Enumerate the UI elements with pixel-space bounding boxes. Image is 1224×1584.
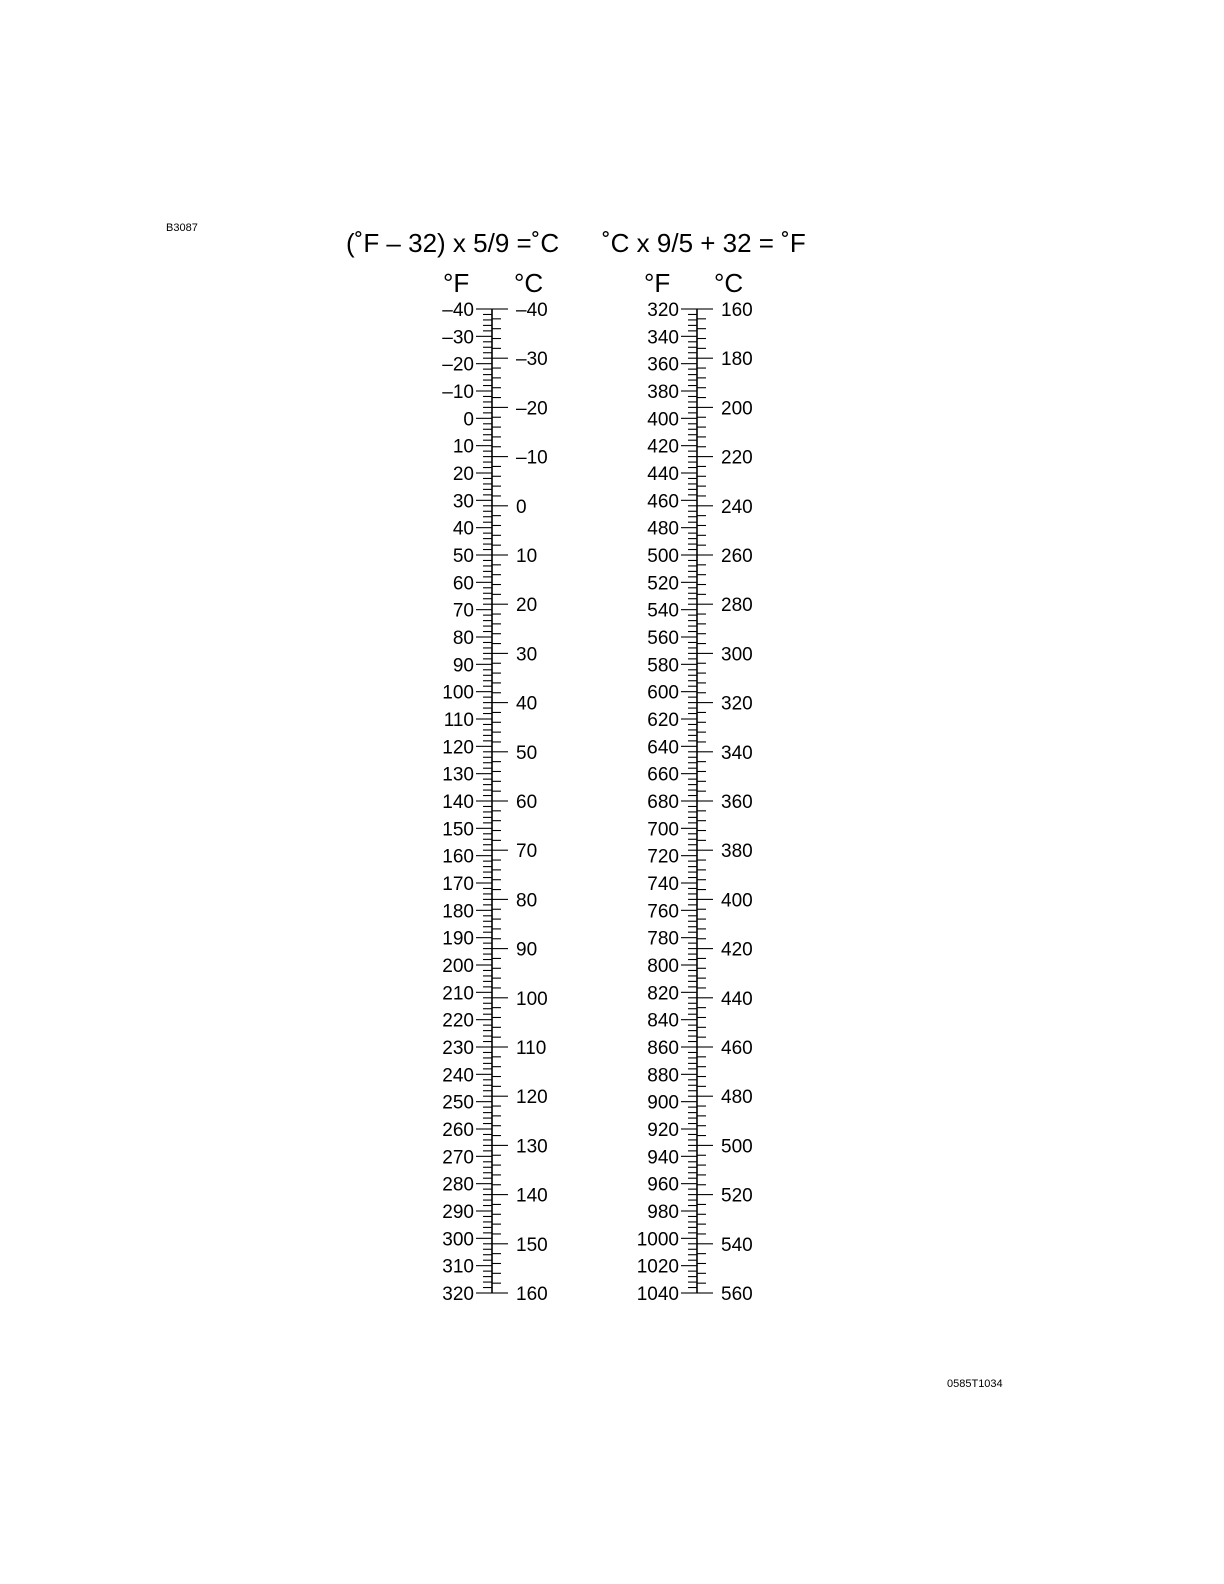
fahrenheit-label: 140 (442, 792, 474, 813)
celsius-label: 380 (721, 841, 753, 863)
celsius-label: 200 (721, 398, 753, 420)
celsius-label: 80 (516, 890, 538, 912)
fahrenheit-label: 460 (647, 491, 679, 513)
celsius-label: 180 (721, 349, 753, 371)
fahrenheit-label: 700 (647, 819, 679, 841)
document-id: 0585T1034 (947, 1378, 1003, 1390)
fahrenheit-label: 200 (442, 956, 474, 977)
celsius-label: 30 (516, 644, 538, 666)
celsius-label: 220 (721, 447, 753, 469)
fahrenheit-label: 130 (442, 764, 474, 786)
fahrenheit-label: 20 (452, 464, 474, 485)
fahrenheit-label: 170 (442, 874, 474, 895)
fahrenheit-label: 0 (463, 409, 474, 431)
fahrenheit-label: 10 (452, 436, 474, 458)
fahrenheit-label: 150 (442, 819, 474, 841)
celsius-label: 110 (516, 1038, 547, 1059)
fahrenheit-label: 120 (442, 737, 474, 759)
fahrenheit-label: 70 (452, 600, 474, 622)
fahrenheit-label: 960 (647, 1174, 679, 1196)
fahrenheit-label: 210 (442, 983, 474, 1005)
celsius-label: 100 (516, 988, 548, 1010)
fahrenheit-label: –40 (442, 300, 474, 321)
celsius-label: 480 (721, 1087, 753, 1109)
fahrenheit-label: 160 (442, 846, 474, 868)
celsius-label: –10 (516, 447, 548, 469)
celsius-label: 360 (721, 792, 753, 813)
fahrenheit-label: 190 (442, 928, 474, 950)
fahrenheit-label: 720 (647, 846, 679, 868)
celsius-label: 260 (721, 546, 753, 567)
scale-2-celsius-unit: °C (714, 268, 744, 298)
fahrenheit-label: 1020 (636, 1256, 679, 1278)
fahrenheit-label: 500 (647, 546, 679, 567)
fahrenheit-label: 40 (452, 518, 474, 540)
fahrenheit-label: 360 (647, 354, 679, 376)
celsius-label: 120 (516, 1087, 548, 1109)
celsius-label: 160 (721, 300, 753, 321)
scale-2 (637, 300, 753, 1305)
fahrenheit-label: 320 (647, 300, 679, 321)
fahrenheit-label: 110 (443, 710, 474, 731)
celsius-label: 130 (516, 1136, 548, 1158)
fahrenheit-label: 600 (647, 682, 679, 704)
fahrenheit-label: 230 (442, 1038, 474, 1059)
fahrenheit-label: 1000 (636, 1229, 679, 1251)
fahrenheit-label: 780 (647, 928, 679, 950)
fahrenheit-label: 620 (647, 710, 679, 731)
fahrenheit-label: 60 (452, 573, 474, 595)
celsius-label: 140 (516, 1185, 548, 1207)
celsius-label: 10 (516, 546, 538, 567)
celsius-label: 500 (721, 1136, 753, 1158)
fahrenheit-label: 260 (442, 1120, 474, 1141)
fahrenheit-label: 240 (442, 1065, 474, 1087)
formula-f-to-c: (˚F – 32) x 5/9 =˚C (346, 228, 560, 258)
celsius-label: 160 (516, 1284, 548, 1305)
fahrenheit-label: 400 (647, 409, 679, 431)
celsius-label: 60 (516, 792, 538, 813)
fahrenheit-label: 680 (647, 792, 679, 813)
fahrenheit-label: 310 (442, 1256, 474, 1278)
fahrenheit-label: 180 (442, 901, 474, 923)
celsius-label: 50 (516, 742, 538, 764)
celsius-label: 150 (516, 1234, 548, 1256)
fahrenheit-label: 440 (647, 464, 679, 485)
celsius-label: 300 (721, 644, 753, 666)
fahrenheit-label: 580 (647, 655, 679, 677)
fahrenheit-label: 80 (452, 628, 474, 649)
celsius-label: 400 (721, 890, 753, 912)
formula-c-to-f: ˚C x 9/5 + 32 = ˚F (602, 228, 806, 258)
scale-1 (442, 300, 547, 1305)
fahrenheit-label: –30 (442, 327, 474, 349)
celsius-label: 460 (721, 1038, 753, 1059)
celsius-label: 440 (721, 988, 753, 1010)
fahrenheit-label: 270 (442, 1147, 474, 1169)
celsius-label: 280 (721, 595, 753, 617)
celsius-label: –40 (516, 300, 548, 321)
fahrenheit-label: 940 (647, 1147, 679, 1169)
fahrenheit-label: 1040 (636, 1284, 679, 1305)
celsius-label: –20 (516, 398, 548, 420)
fahrenheit-label: 640 (647, 737, 679, 759)
fahrenheit-label: 250 (442, 1092, 474, 1114)
scale-2-fahrenheit-unit: °F (644, 268, 671, 298)
fahrenheit-label: 980 (647, 1202, 679, 1223)
fahrenheit-label: 880 (647, 1065, 679, 1087)
fahrenheit-label: 380 (647, 382, 679, 403)
fahrenheit-label: 740 (647, 874, 679, 895)
fahrenheit-label: 860 (647, 1038, 679, 1059)
fahrenheit-label: –20 (442, 354, 474, 376)
fahrenheit-label: 50 (452, 546, 474, 567)
fahrenheit-label: 760 (647, 901, 679, 923)
celsius-label: 90 (516, 939, 538, 961)
fahrenheit-label: 100 (442, 682, 474, 704)
celsius-label: 520 (721, 1185, 753, 1207)
celsius-label: 20 (516, 595, 538, 617)
fahrenheit-label: 480 (647, 518, 679, 540)
fahrenheit-label: 800 (647, 956, 679, 977)
celsius-label: 0 (516, 496, 527, 518)
fahrenheit-label: 320 (442, 1284, 474, 1305)
fahrenheit-label: 660 (647, 764, 679, 786)
fahrenheit-label: 280 (442, 1174, 474, 1196)
fahrenheit-label: 540 (647, 600, 679, 622)
fahrenheit-label: 420 (647, 436, 679, 458)
fahrenheit-label: 90 (452, 655, 474, 677)
celsius-label: 70 (516, 841, 538, 863)
scale-1-celsius-unit: °C (514, 268, 544, 298)
fahrenheit-label: 220 (442, 1010, 474, 1032)
fahrenheit-label: 300 (442, 1229, 474, 1251)
figure-id: B3087 (166, 222, 198, 234)
fahrenheit-label: 920 (647, 1120, 679, 1141)
fahrenheit-label: 560 (647, 628, 679, 649)
fahrenheit-label: 520 (647, 573, 679, 595)
celsius-label: 40 (516, 693, 538, 715)
celsius-label: 560 (721, 1284, 753, 1305)
fahrenheit-label: 340 (647, 327, 679, 349)
fahrenheit-label: 820 (647, 983, 679, 1005)
celsius-label: 420 (721, 939, 753, 961)
celsius-label: 240 (721, 496, 753, 518)
fahrenheit-label: 900 (647, 1092, 679, 1114)
celsius-label: –30 (516, 349, 548, 371)
celsius-label: 340 (721, 742, 753, 764)
celsius-label: 320 (721, 693, 753, 715)
fahrenheit-label: 290 (442, 1202, 474, 1223)
fahrenheit-label: –10 (442, 382, 474, 403)
scale-1-fahrenheit-unit: °F (443, 268, 470, 298)
fahrenheit-label: 840 (647, 1010, 679, 1032)
celsius-label: 540 (721, 1234, 753, 1256)
fahrenheit-label: 30 (452, 491, 474, 513)
